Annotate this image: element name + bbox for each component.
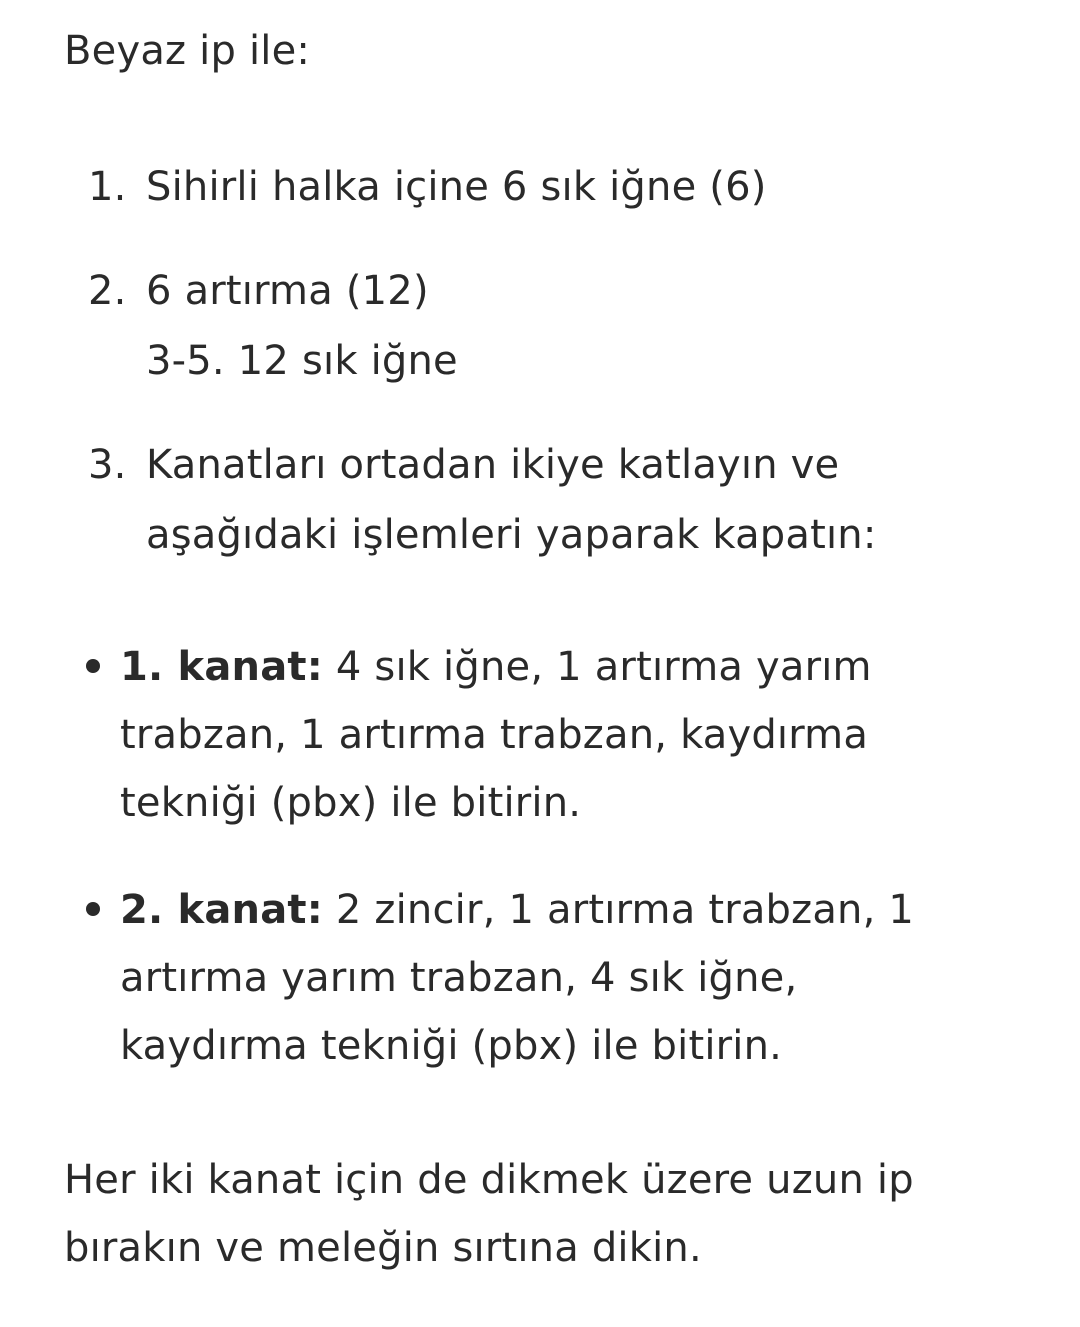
bullet-dot-icon: [86, 902, 100, 916]
closing-line-2: bırakın ve meleğin sırtına dikin.: [64, 1225, 702, 1271]
wing-2-line-3: kaydırma tekniği (pbx) ile bitirin.: [120, 1023, 783, 1069]
intro-text: Beyaz ip ile:: [64, 28, 311, 74]
wing-1-line-2: trabzan, 1 artırma trabzan, kaydırma: [120, 712, 869, 758]
wing-2-first-line: [120, 885, 914, 935]
wing-2-line-1: 2 zincir, 1 artırma trabzan, 1: [335, 887, 915, 933]
wing-1-first-line: [120, 642, 872, 692]
step-2-sub: 3-5. 12 sık iğne: [146, 338, 458, 384]
step-3-line-2: aşağıdaki işlemleri yaparak kapatın:: [146, 512, 877, 558]
bullet-dot-icon: [86, 659, 100, 673]
wing-2-label: 2. kanat:: [120, 887, 323, 933]
wing-1-line-1: 4 sık iğne, 1 artırma yarım: [335, 644, 872, 690]
step-1-text: Sihirli halka içine 6 sık iğne (6): [146, 164, 767, 210]
wing-2-line-2: artırma yarım trabzan, 4 sık iğne,: [120, 955, 798, 1001]
step-3-number: 3.: [88, 442, 127, 488]
step-3-line-1: Kanatları ortadan ikiye katlayın ve: [146, 442, 840, 488]
step-1-number: 1.: [88, 164, 127, 210]
closing-line-1: Her iki kanat için de dikmek üzere uzun ip: [64, 1157, 914, 1203]
wing-1-label: 1. kanat:: [120, 644, 323, 690]
step-2-number: 2.: [88, 268, 127, 314]
wing-1-line-3: tekniği (pbx) ile bitirin.: [120, 780, 582, 826]
step-2-text: 6 artırma (12): [146, 268, 429, 314]
